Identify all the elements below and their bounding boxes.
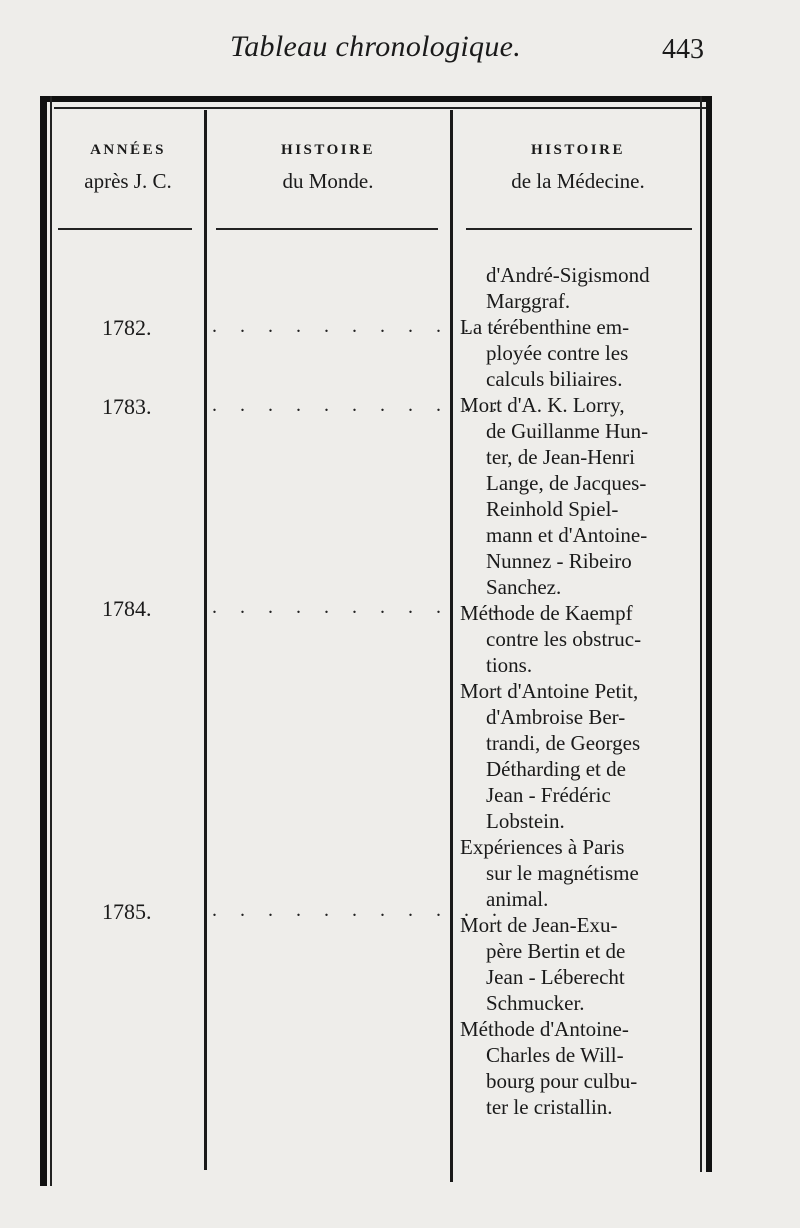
medicine-entry-line: tions. [486,653,533,677]
year-1785: 1785. [102,899,152,924]
medicine-entry [460,600,704,678]
leader-dots-1782: . . . . . . . . . . . [212,315,506,337]
medicine-entry-line: Méthode de Kaempf [460,601,633,625]
medicine-entry-line: animal. [486,887,549,911]
medicine-entry-line: trandi, de Georges [486,731,641,755]
medicine-entry-line: Sanchez. [486,575,562,599]
medicine-entry-line: Mort d'A. K. Lorry, [460,393,625,417]
medicine-entry-line: ployée contre les [486,341,629,365]
column-header-medicine-sub: de la Médecine. [511,169,645,193]
top-rule-inner [54,107,712,109]
year-1782: 1782. [102,315,152,340]
column-header-world-sub: du Monde. [282,169,374,193]
column-header-world-caps: HISTOIRE [281,142,375,158]
left-border [40,96,47,1186]
medicine-entry-line: Jean - Léberecht [486,965,625,989]
medicine-entry-line: Lange, de Jacques- [486,471,647,495]
medicine-entry [460,834,704,912]
medicine-entry-line: père Bertin et de [486,939,626,963]
medicine-entry [460,678,704,834]
medicine-entry [460,262,704,314]
medicine-entry-line: Mort d'Antoine Petit, [460,679,639,703]
medicine-entry [460,392,704,600]
page-number: 443 [662,34,704,65]
header-rule-years [58,228,192,230]
leader-dots-1783: . . . . . . . . . . . [212,394,506,416]
column-divider-2 [450,110,453,1182]
medicine-entry-line: Charles de Will- [486,1043,624,1067]
medicine-entry-line: Méthode d'Antoine- [460,1017,629,1041]
medicine-entry-line: ter, de Jean-Henri [486,445,635,469]
medicine-entry-line: Expériences à Paris [460,835,625,859]
medicine-entry-line: sur le magnétisme [486,861,639,885]
top-rule [44,96,712,102]
medicine-entry-line: calculs biliaires. [486,367,623,391]
medicine-entry-line: ter le cristallin. [486,1095,613,1119]
column-header-medicine [458,142,698,194]
medicine-entry [460,1016,704,1120]
medicine-entry-line: mann et d'Antoine- [486,523,648,547]
header-rule-medicine [466,228,692,230]
medicine-entry [460,912,704,1016]
medicine-entry-line: Reinhold Spiel- [486,497,619,521]
medicine-entry-line: Mort de Jean-Exu- [460,913,618,937]
medicine-entry-line: d'Ambroise Ber- [486,705,626,729]
year-1784: 1784. [102,596,152,621]
column-header-world [208,142,448,194]
year-1783: 1783. [102,394,152,419]
medicine-entry-line: La térébenthine em- [460,315,630,339]
chronology-table [40,96,712,1186]
medicine-entry-line: d'André-Sigismond [486,263,650,287]
medicine-entry-line: Schmucker. [486,991,585,1015]
medicine-column [460,262,704,1120]
running-head: Tableau chronologique. [230,30,522,63]
leader-dots-1784: . . . . . . . . . . . [212,596,506,618]
left-border-inner [50,96,52,1186]
right-border [706,96,712,1172]
medicine-entry-line: Détharding et de [486,757,626,781]
medicine-entry-line: contre les obstruc- [486,627,642,651]
medicine-entry-line: Jean - Frédéric [486,783,611,807]
medicine-entry-line: bourg pour culbu- [486,1069,638,1093]
column-header-medicine-caps: HISTOIRE [531,142,625,158]
medicine-entry-line: Nunnez - Ribeiro [486,549,632,573]
column-header-years-caps: ANNÉES [90,142,166,158]
header-rule-world [216,228,438,230]
medicine-entry [460,314,704,392]
medicine-entry-line: de Guillanme Hun- [486,419,649,443]
leader-dots-1785: . . . . . . . . . . . [212,899,506,921]
column-divider-1 [204,110,207,1170]
column-header-years-sub: après J. C. [84,169,172,193]
medicine-entry-line: Marggraf. [486,289,571,313]
medicine-entry-line: Lobstein. [486,809,565,833]
column-header-years [52,142,204,194]
